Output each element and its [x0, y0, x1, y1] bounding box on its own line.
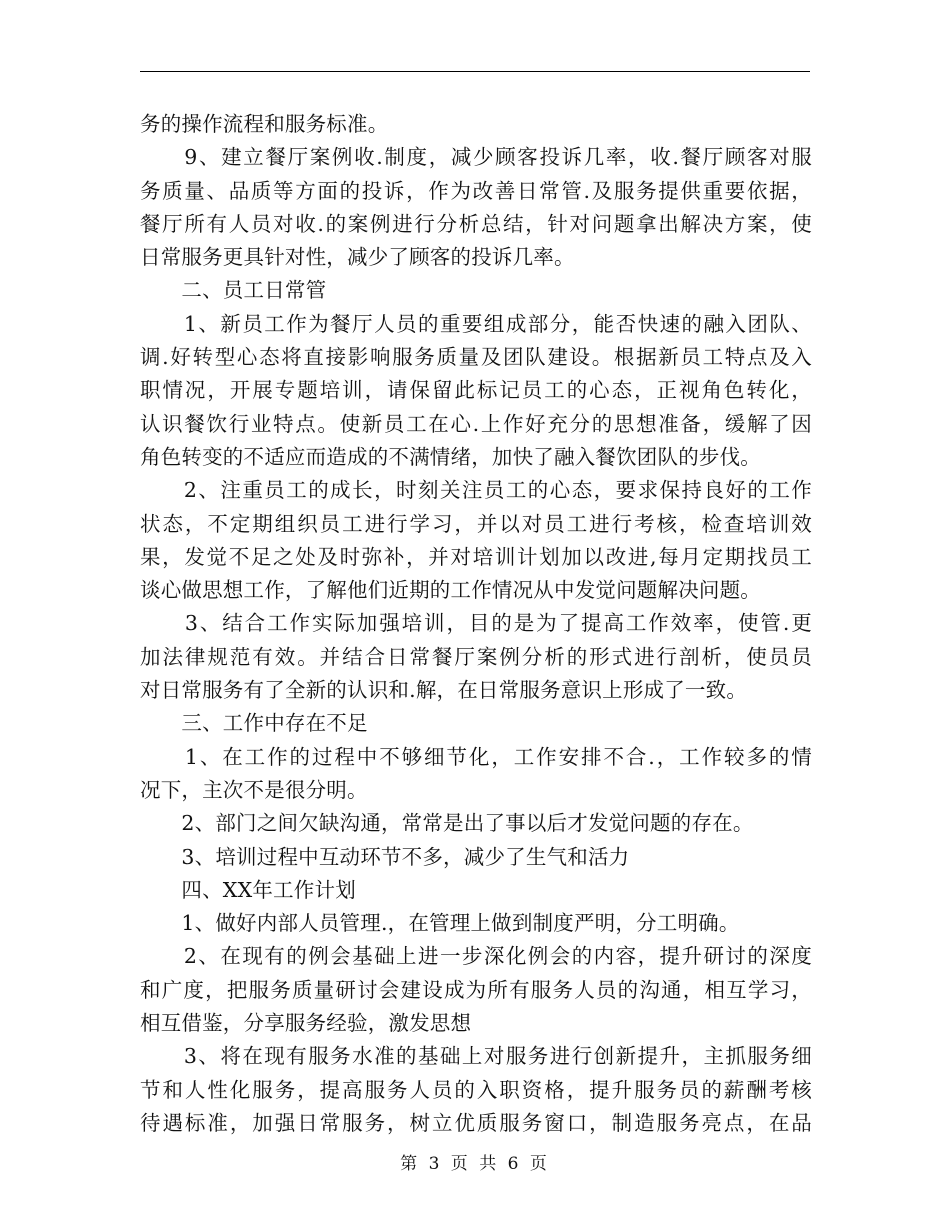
text-line: 果，发觉不足之处及时弥补，并对培训计划加以改进,每月定期找员工: [140, 544, 812, 569]
text-line: 加法律规范有效。并结合日常餐厅案例分析的形式进行剖析，使员员: [140, 644, 812, 669]
text-line: 况下，主次不是很分明。: [140, 777, 368, 802]
text-line: 3、将在现有服务水准的基础上对服务进行创新提升，主抓服务细: [140, 1044, 812, 1069]
text-line: 1、在工作的过程中不够细节化，工作安排不合.，工作较多的情: [140, 744, 812, 769]
text-line: 2、在现有的例会基础上进一步深化例会的内容，提升研讨的深度: [140, 944, 812, 969]
text-line: 认识餐饮行业特点。使新员工在心.上作好充分的思想准备，缓解了因: [140, 411, 812, 436]
text-line: 调.好转型心态将直接影响服务质量及团队建设。根据新员工特点及入: [140, 345, 812, 370]
text-line: 3、培训过程中互动环节不多，减少了生气和活力: [140, 844, 630, 869]
text-line: 和广度，把服务质量研讨会建设成为所有服务人员的沟通，相互学习，: [140, 977, 812, 1002]
text-line: 日常服务更具针对性，减少了顾客的投诉几率。: [140, 245, 575, 270]
text-line: 1、新员工作为餐厅人员的重要组成部分，能否快速的融入团队、: [140, 311, 812, 336]
text-line: 职情况，开展专题培训，请保留此标记员工的心态，正视角色转化，: [140, 378, 812, 403]
header-rule: [140, 71, 810, 72]
document-body: [140, 108, 812, 1140]
text-line: 谈心做思想工作，了解他们近期的工作情况从中发觉问题解决问题。: [140, 578, 761, 603]
text-line: 餐厅所有人员对收.的案例进行分析总结，针对问题拿出解决方案，使: [140, 211, 812, 236]
text-line: 务质量、品质等方面的投诉，作为改善日常管.及服务提供重要依据，: [140, 178, 812, 203]
text-line: 对日常服务有了全新的认识和.解，在日常服务意识上形成了一致。: [140, 678, 748, 703]
text-line: 状态，不定期组织员工进行学习，并以对员工进行考核，检查培训效: [140, 511, 812, 536]
text-line: 待遇标准，加强日常服务，树立优质服务窗口，制造服务亮点，在品: [140, 1110, 812, 1135]
text-line: 2、部门之间欠缺沟通，常常是出了事以后才发觉问题的存在。: [140, 811, 754, 836]
section-heading: 四、XX年工作计划: [140, 877, 356, 902]
section-heading: 二、员工日常管: [140, 278, 327, 303]
section-heading: 三、工作中存在不足: [140, 711, 368, 736]
text-line: 2、注重员工的成长，时刻关注员工的心态，要求保持良好的工作: [140, 478, 812, 503]
text-line: 务的操作流程和服务标准。: [140, 112, 389, 136]
text-line: 1、做好内部人员管理.，在管理上做到制度严明，分工明确。: [140, 911, 740, 936]
text-line: 9、建立餐厅案例收.制度，减少顾客投诉几率，收.餐厅顾客对服: [140, 145, 812, 170]
text-line: 3、结合工作实际加强培训，目的是为了提高工作效率，使管.更: [140, 611, 812, 636]
page-number: 第 3 页 共 6 页: [400, 1154, 550, 1174]
text-line: 角色转变的不适应而造成的不满情绪，加快了融入餐饮团队的步伐。: [140, 444, 761, 469]
text-line: 节和人性化服务，提高服务人员的入职资格，提升服务员的薪酬考核: [140, 1077, 812, 1102]
text-line: 相互借鉴，分享服务经验，激发思想: [140, 1011, 472, 1036]
